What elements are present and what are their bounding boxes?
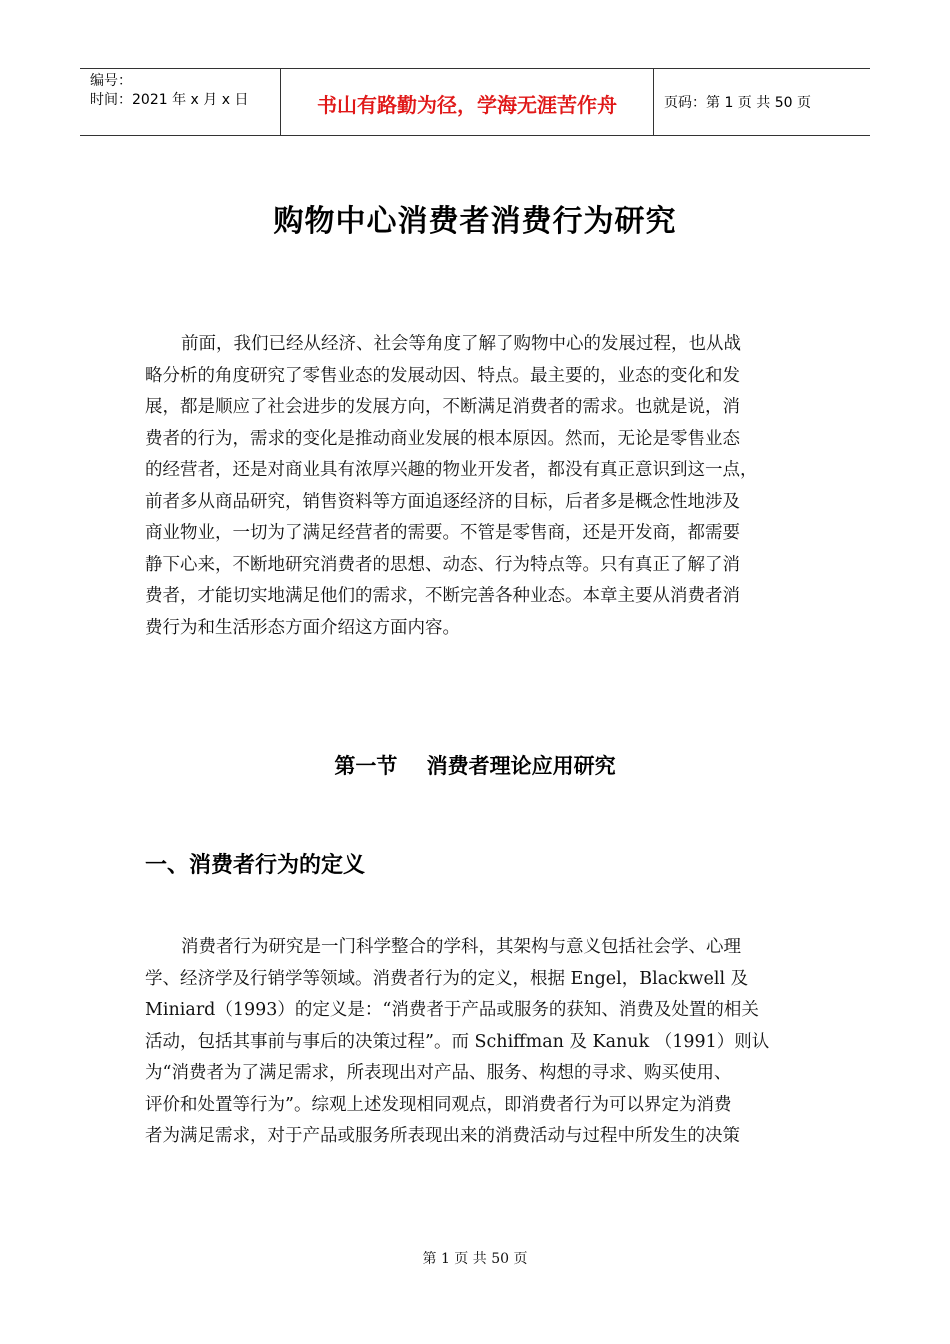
paragraph-line: 者为满足需求，对于产品或服务所表现出来的消费活动与过程中所发生的决策: [145, 1126, 740, 1146]
paragraph-line: 费者的行为，需求的变化是推动商业发展的根本原因。然而，无论是零售业态: [145, 428, 740, 449]
paragraph-line: 活动，包括其事前与事后的决策过程”。而 Schiffman 及 Kanuk （1991）则认: [145, 1031, 770, 1052]
paragraph-line: 为“消费者为了满足需求，所表现出对产品、服务、构想的寻求、购买使用、: [145, 1063, 732, 1083]
paragraph-line: 费者，才能切实地满足他们的需求，不断完善各种业态。本章主要从消费者消: [145, 586, 740, 606]
document-header: [80, 68, 870, 136]
header-meta: [80, 69, 281, 135]
paragraph-line: Miniard（1993）的定义是：“消费者于产品或服务的获知、消费及处置的相关: [145, 1000, 759, 1020]
sub-heading: 一、消费者行为的定义: [145, 853, 366, 878]
section-heading: 第一节 消费者理论应用研究: [334, 754, 616, 778]
paragraph-line: 静下心来，不断地研究消费者的思想、动态、行为特点等。只有真正了解了消: [145, 554, 740, 575]
paragraph-line: 前面，我们已经从经济、社会等角度了解了购物中心的发展过程，也从战: [181, 334, 741, 354]
header-date-label: 时间：2021 年 x 月 x 日: [90, 92, 249, 108]
paragraph-line: 的经营者，还是对商业具有浓厚兴趣的物业开发者，都没有真正意识到这一点，: [145, 460, 758, 480]
paragraph-line: 略分析的角度研究了零售业态的发展动因、特点。最主要的，业态的变化和发: [145, 365, 740, 386]
header-motto: 书山有路勤为径，学海无涯苦作舟: [281, 69, 654, 135]
paragraph-line: 消费者行为研究是一门科学整合的学科，其架构与意义包括社会学、心理: [181, 937, 741, 957]
header-page-info: 页码：第 1 页 共 50 页: [664, 95, 811, 111]
paragraph-line: 评价和处置等行为”。综观上述发现相同观点，即消费者行为可以界定为消费: [145, 1094, 732, 1115]
intro-paragraph: [145, 329, 815, 644]
header-number-label: 编号：: [90, 73, 132, 89]
definition-paragraph: [145, 932, 815, 1153]
page-footer: 第 1 页 共 50 页: [422, 1251, 528, 1267]
paragraph-line: 商业物业，一切为了满足经营者的需要。不管是零售商，还是开发商，都需要: [145, 523, 740, 543]
paragraph-line: 学、经济学及行销学等领域。消费者行为的定义，根据 Engel，Blackwell 及: [145, 968, 749, 989]
paragraph-line: 费行为和生活形态方面介绍这方面内容。: [145, 617, 460, 638]
paragraph-line: 前者多从商品研究，销售资料等方面追逐经济的目标，后者多是概念性地涉及: [145, 491, 740, 512]
document-title: 购物中心消费者消费行为研究: [273, 204, 677, 239]
paragraph-line: 展，都是顺应了社会进步的发展方向，不断满足消费者的需求。也就是说，消: [145, 397, 740, 417]
